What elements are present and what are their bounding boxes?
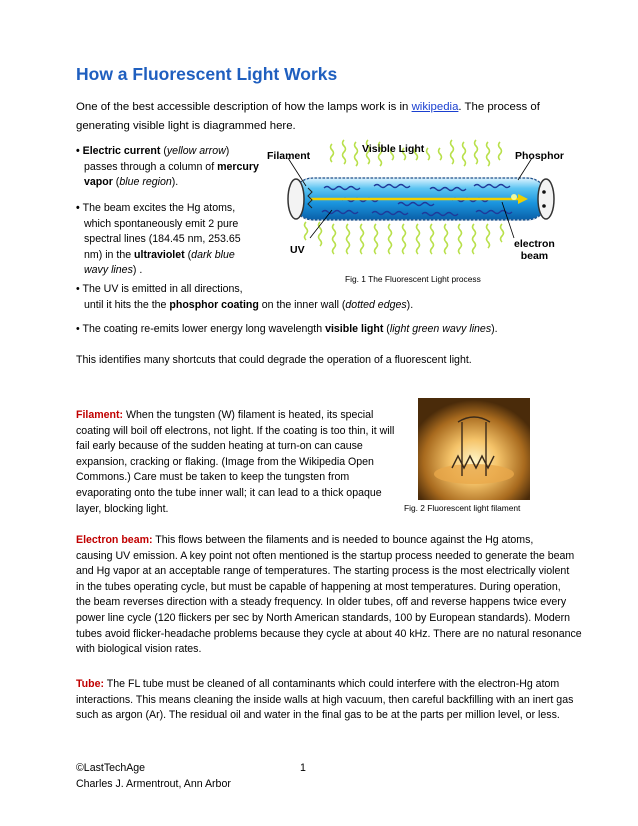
page-number: 1 [300, 762, 306, 774]
electron-beam-section: Electron beam: This flows between the filaments and is needed to bounce against the Hg atoms, causing UV emission. A key point not often mentioned is the startup process needed to generate the beam and Hg vapor at an acceptable range of temperatures. The starting process is the most electrically violent in the tubes operating cycle, but must be capable of happening at most temperatures. During operation, the beam reverses direction with a steady frequency. In older tubes, off and reverse happens twice every power line cycle (120 flickers per sec by North American standards, 100 by European standards). Modern tubes avoid flicker-headache problems because they cycle at about 40 kHz. There are no natural resonance with biological vision rates. [76, 534, 582, 656]
bullet-hg-atoms: • The beam excites the Hg atoms, which spontaneously emit 2 pure spectral lines (184.45 nm, 253.65 nm) in the ultraviolet (dark blue wavy lines) . [76, 202, 241, 277]
label-visible-light: Visible Light [362, 143, 425, 155]
filament-section: Filament: When the tungsten (W) filament is heated, its special coating will boil off electrons, not light. If the coating is too thin, it will fail early because of the sudden heating at turn-on can cause expansion, cracking or flaking. (Image from the Wikipedia Open Commons.) Care must be taken to keep the tungsten from evaporating onto the tube inner wall; it can lead to a thick opaque layer, blocking light. [76, 409, 395, 515]
intro-paragraph: One of the best accessible description of how the lamps work is in wikipedia. The process of generating visible light is diagrammed here. [76, 101, 540, 132]
wikipedia-link[interactable]: wikipedia [411, 101, 459, 113]
bullet-uv-emitted: • The UV is emitted in all directions, until it hits the the phosphor coating on the inner wall (dotted edges). [76, 283, 414, 311]
footer-author: Charles J. Armentrout, Ann Arbor [76, 778, 231, 790]
filament-heading: Filament: [76, 409, 124, 421]
page-title: How a Fluorescent Light Works [76, 64, 338, 84]
footer-copyright: ©LastTechAge [76, 762, 146, 774]
electron-beam-heading: Electron beam: [76, 534, 153, 546]
label-electron-beam: electron beam [514, 238, 555, 262]
label-filament: Filament [267, 150, 311, 162]
visible-light-waves-bottom [305, 222, 504, 254]
bullet-coating: • The coating re-emits lower energy long wavelength visible light (light green wavy lines). [76, 323, 498, 335]
tube-end-right [538, 179, 554, 219]
tube-end-left [288, 179, 304, 219]
fig2-caption: Fig. 2 Fluorescent light filament [404, 503, 521, 513]
label-uv: UV [290, 244, 305, 256]
tube-heading: Tube: [76, 678, 105, 690]
fig1-caption: Fig. 1 The Fluorescent Light process [345, 274, 481, 284]
tube-section: Tube: The FL tube must be cleaned of all contaminants which could interfere with the electron-Hg atom interactions. This means cleaning the inside walls at high vacuum, then careful backfilling with an inert gas such as argon (Ar). The residual oil and water in the final gas to be at the parts per million level, or less. [76, 678, 574, 722]
summary-paragraph: This identifies many shortcuts that could degrade the operation of a fluorescent light. [76, 354, 472, 366]
bullet-electric-current: • Electric current (yellow arrow) passes through a column of mercury vapor (blue region). [76, 145, 259, 189]
filament-photo [418, 398, 530, 500]
label-phosphor: Phosphor [515, 150, 564, 162]
